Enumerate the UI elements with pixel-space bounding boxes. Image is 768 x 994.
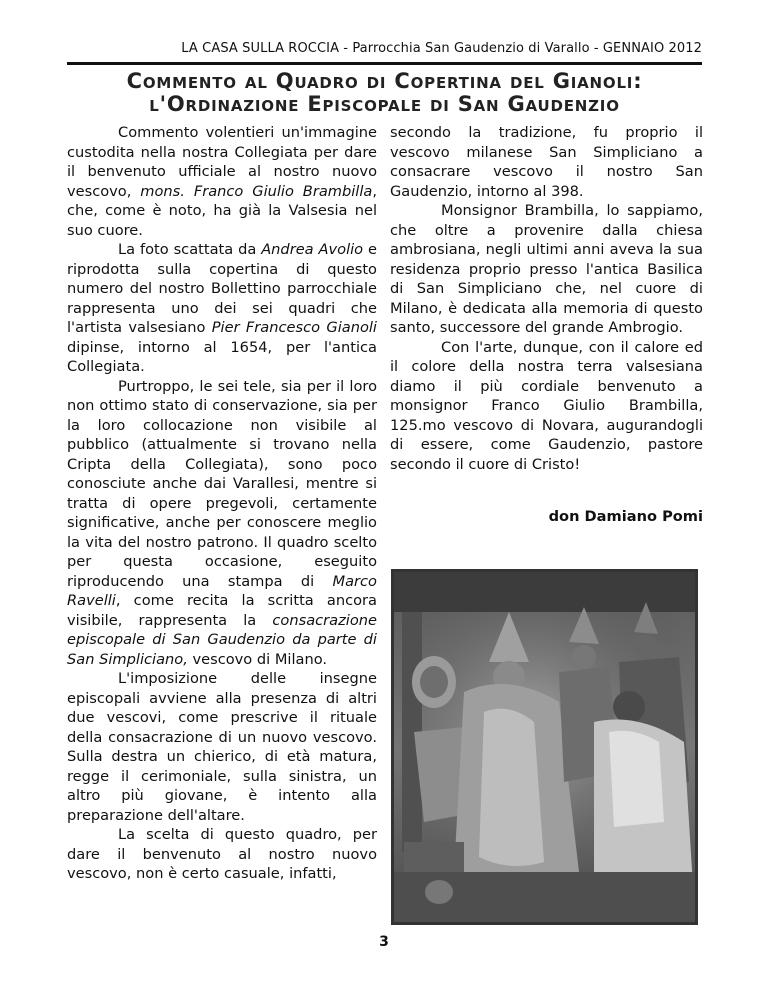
header-rule	[67, 62, 702, 65]
article-title-line-1: Commento al Quadro di Copertina del Gianoli:	[126, 69, 643, 93]
left-column	[67, 123, 377, 884]
paragraph-5-continued: secondo la tradizione, fu proprio il vescovo milanese San Simpliciano a consacrare vescovo il nostro San Gaudenzio, intorno al 398.	[390, 124, 703, 200]
engraver-name: Marco Ravelli	[67, 572, 377, 609]
paragraph-7: Con l'arte, dunque, con il calore ed il colore della nostra terra valsesiana diamo il più cordiale benvenuto a monsignor Franco Giulio Brambilla, 125.mo vescovo di Novara, augurandogli di essere, come Gaudenzio, pastore secondo il cuore di Cristo!	[390, 338, 703, 473]
paragraph-6: Monsignor Brambilla, lo sappiamo, che oltre a provenire dalla chiesa ambrosiana, negli ultimi anni aveva la sua residenza proprio presso l'antica Basilica di San Simpliciano che, nel cuore di Milano, è dedicata alla memoria di questo santo, successore del grande Ambrogio.	[390, 202, 703, 336]
author-signature: don Damiano Pomi	[548, 508, 703, 525]
bishop-name: mons. Franco Giulio Brambilla	[140, 182, 373, 200]
paragraph-1: Commento volentieri un'immagine custodita nella nostra Collegiata per dare il benvenuto ufficiale al nostro nuovo vescovo, mons. Franco Giulio Brambilla, che, come è noto, ha già la Valsesia nel suo cuore.	[67, 124, 377, 239]
painting-subject: consacrazione episcopale di San Gaudenzio da parte di San Simpliciano,	[67, 611, 377, 668]
paragraph-2: La foto scattata da Andrea Avolio e riprodotta sulla copertina di questo numero del nostro Bollettino parrocchiale rappresenta uno dei sei quadri che l'artista valsesiano Pier Francesco Gianoli dipinse, intorno al 1654, per l'antica Collegiata.	[67, 241, 377, 375]
paragraph-5: La scelta di questo quadro, per dare il benvenuto al nostro nuovo vescovo, non è certo casuale, infatti,	[67, 826, 377, 882]
photographer-name: Andrea Avolio	[261, 241, 364, 258]
paragraph-3: Purtroppo, le sei tele, sia per il loro non ottimo stato di conservazione, sia per la loro collocazione non visibile al pubblico (attualmente si trovano nella Cripta della Collegiata), sono poco conosciute anche dai Varallesi, mentre si tratta di opere pregevoli, certamente significative, anche per conoscere meglio la vita del nostro patrono. Il quadro scelto per questa occasione, eseguito riproducendo una stampa di Marco Ravelli, come recita la scritta ancora visibile, rappresenta la consacrazione episcopale di San Gaudenzio da parte di San Simpliciano, vescovo di Milano.	[67, 377, 377, 668]
painting-image	[394, 572, 695, 922]
article-title	[67, 70, 702, 116]
page-number: 3	[379, 934, 389, 950]
paragraph-4: L'imposizione delle insegne episcopali avviene alla presenza di altri due vescovi, come prescrive il rituale della consacrazione di un nuovo vescovo. Sulla destra un chierico, di età matura, regge il cerimoniale, sulla sinistra, un altro più giovane, è intento alla preparazione dell'altare.	[67, 670, 377, 824]
artist-name: Pier Francesco Gianoli	[211, 319, 377, 336]
article-title-line-2: l'Ordinazione Episcopale di San Gaudenzio	[149, 92, 620, 116]
right-column	[390, 123, 703, 474]
running-header: LA CASA SULLA ROCCIA - Parrocchia San Gaudenzio di Varallo - GENNAIO 2012	[181, 41, 702, 56]
painting-photo	[391, 569, 698, 925]
